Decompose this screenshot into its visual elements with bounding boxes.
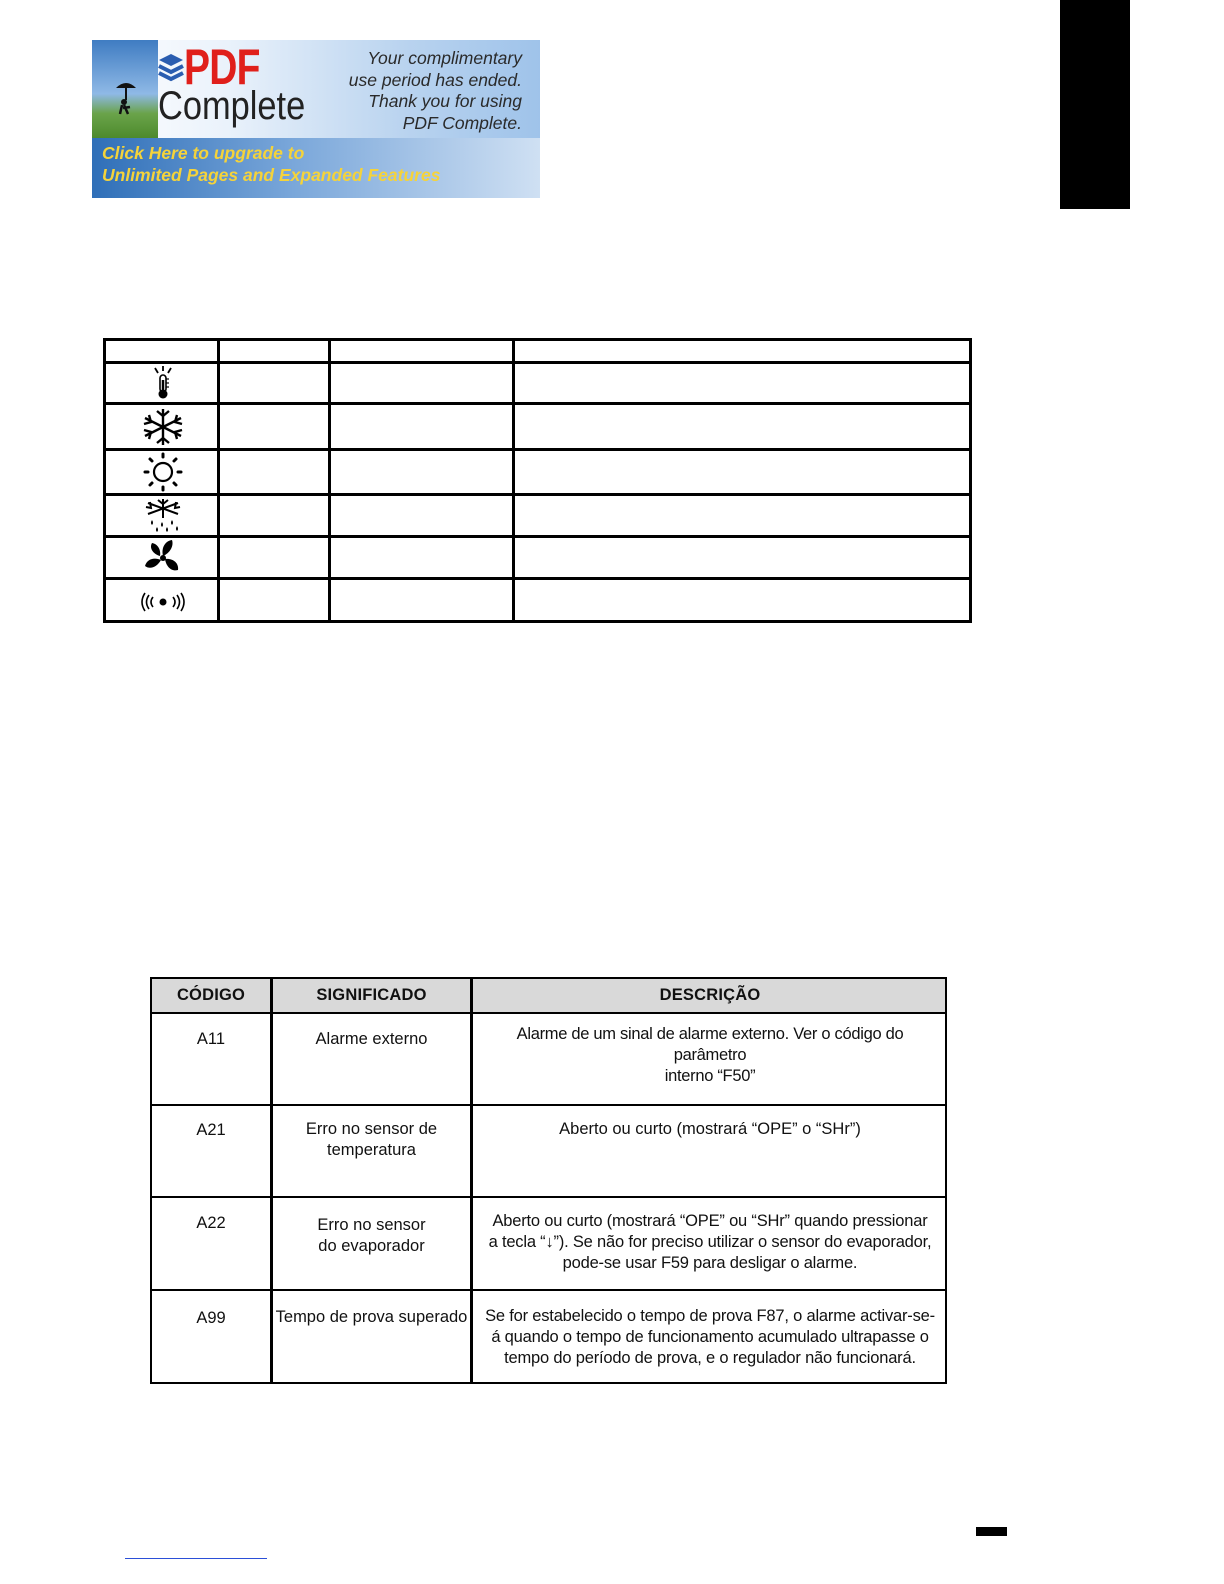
- table-row-divider: [152, 1196, 945, 1198]
- table-row-divider: [106, 577, 969, 580]
- banner-upgrade-strip[interactable]: [92, 138, 540, 198]
- alarm-description-line: Se for estabelecido o tempo de prova F87, o alarme activar-se-: [485, 1307, 935, 1325]
- table-row: [106, 364, 219, 402]
- snowflake-icon: [141, 407, 185, 447]
- upgrade-link-line[interactable]: Unlimited Pages and Expanded Features: [102, 165, 441, 185]
- table-row-divider: [106, 535, 969, 538]
- banner-message-line: Thank you for using: [368, 91, 522, 111]
- alarm-description-line: tempo do período de prova, e o regulador não funcionará.: [504, 1349, 916, 1367]
- alarm-description-line: a tecla “↓”). Se não for preciso utilizar o sensor do evaporador,: [488, 1233, 932, 1251]
- table-row-divider: [152, 1104, 945, 1106]
- logo-pdf-text: PDF: [184, 40, 260, 95]
- alarm-meaning-line: Erro no sensor: [317, 1216, 426, 1234]
- banner-photo: [92, 40, 158, 138]
- alarm-description: [473, 1211, 947, 1274]
- pdf-complete-logo: [158, 40, 308, 134]
- alarm-description-line: Aberto ou curto (mostrará “OPE” ou “SHr” quando pressionar: [492, 1212, 928, 1230]
- thermometer-icon: [150, 366, 176, 400]
- alarm-description-line: interno “F50”: [664, 1067, 756, 1085]
- alarm-code: A21: [196, 1121, 226, 1139]
- table-row: [106, 405, 219, 448]
- alarm-description: [473, 1306, 947, 1369]
- alarm-description-line: Aberto ou curto (mostrará “OPE” o “SHr”): [559, 1120, 861, 1138]
- umbrella-figure-icon: [114, 80, 138, 120]
- table-row-divider: [106, 493, 969, 496]
- upgrade-link[interactable]: [102, 142, 440, 186]
- section-tab-marker: [1060, 0, 1130, 209]
- logo-complete-text: Complete: [158, 84, 306, 128]
- fan-icon: [141, 538, 185, 578]
- upgrade-banner[interactable]: [92, 40, 540, 198]
- sun-icon: [142, 452, 184, 492]
- alarm-description: [473, 1024, 947, 1087]
- alarm-meaning-line: temperatura: [327, 1141, 416, 1159]
- alarm-description: [473, 1119, 947, 1140]
- defrost-icon: [140, 498, 186, 534]
- alarm-code: A22: [196, 1214, 226, 1232]
- alarm-meaning-line: Alarme externo: [315, 1030, 428, 1048]
- banner-message: [349, 48, 522, 134]
- alarm-meaning: [273, 1119, 470, 1161]
- table-row-divider: [106, 361, 969, 364]
- alarm-meaning: [273, 1307, 470, 1328]
- table-row: [106, 451, 219, 493]
- page-marker: [976, 1527, 1007, 1536]
- banner-message-line: Your complimentary: [367, 48, 522, 68]
- alarm-description-line: Alarme de um sinal de alarme externo. Ver o código do parâmetro: [516, 1025, 904, 1064]
- alarm-icon: [139, 591, 187, 613]
- alarm-meaning-line: do evaporador: [318, 1237, 425, 1255]
- table-row: [106, 580, 219, 623]
- table-row-divider: [152, 1289, 945, 1291]
- table-row-divider: [106, 402, 969, 405]
- table-row: [106, 496, 219, 535]
- banner-message-line: use period has ended.: [348, 69, 522, 90]
- alarm-meaning-line: Tempo de prova superado: [275, 1308, 468, 1326]
- footer-link-underline[interactable]: [125, 1558, 267, 1559]
- column-header-description: DESCRIÇÃO: [659, 986, 761, 1004]
- banner-message-line: PDF Complete.: [402, 112, 522, 133]
- alarm-code: A99: [196, 1309, 226, 1327]
- alarm-meaning-line: Erro no sensor de: [305, 1120, 438, 1138]
- column-header-meaning: SIGNIFICADO: [316, 986, 427, 1004]
- table-row-divider: [106, 448, 969, 451]
- alarm-description-line: á quando o tempo de funcionamento acumulado ultrapasse o: [491, 1328, 929, 1346]
- upgrade-link-line[interactable]: Click Here to upgrade to: [102, 143, 305, 163]
- alarm-meaning: [273, 1029, 470, 1050]
- alarm-description-line: pode-se usar F59 para desligar o alarme.: [562, 1254, 858, 1272]
- icon-table: [103, 338, 972, 623]
- alarm-code: A11: [196, 1030, 226, 1048]
- table-row: [106, 538, 219, 577]
- alarm-meaning: [273, 1215, 470, 1257]
- alarm-codes-table: [150, 977, 947, 1384]
- column-header-code: CÓDIGO: [176, 986, 246, 1004]
- layers-icon: [158, 52, 184, 86]
